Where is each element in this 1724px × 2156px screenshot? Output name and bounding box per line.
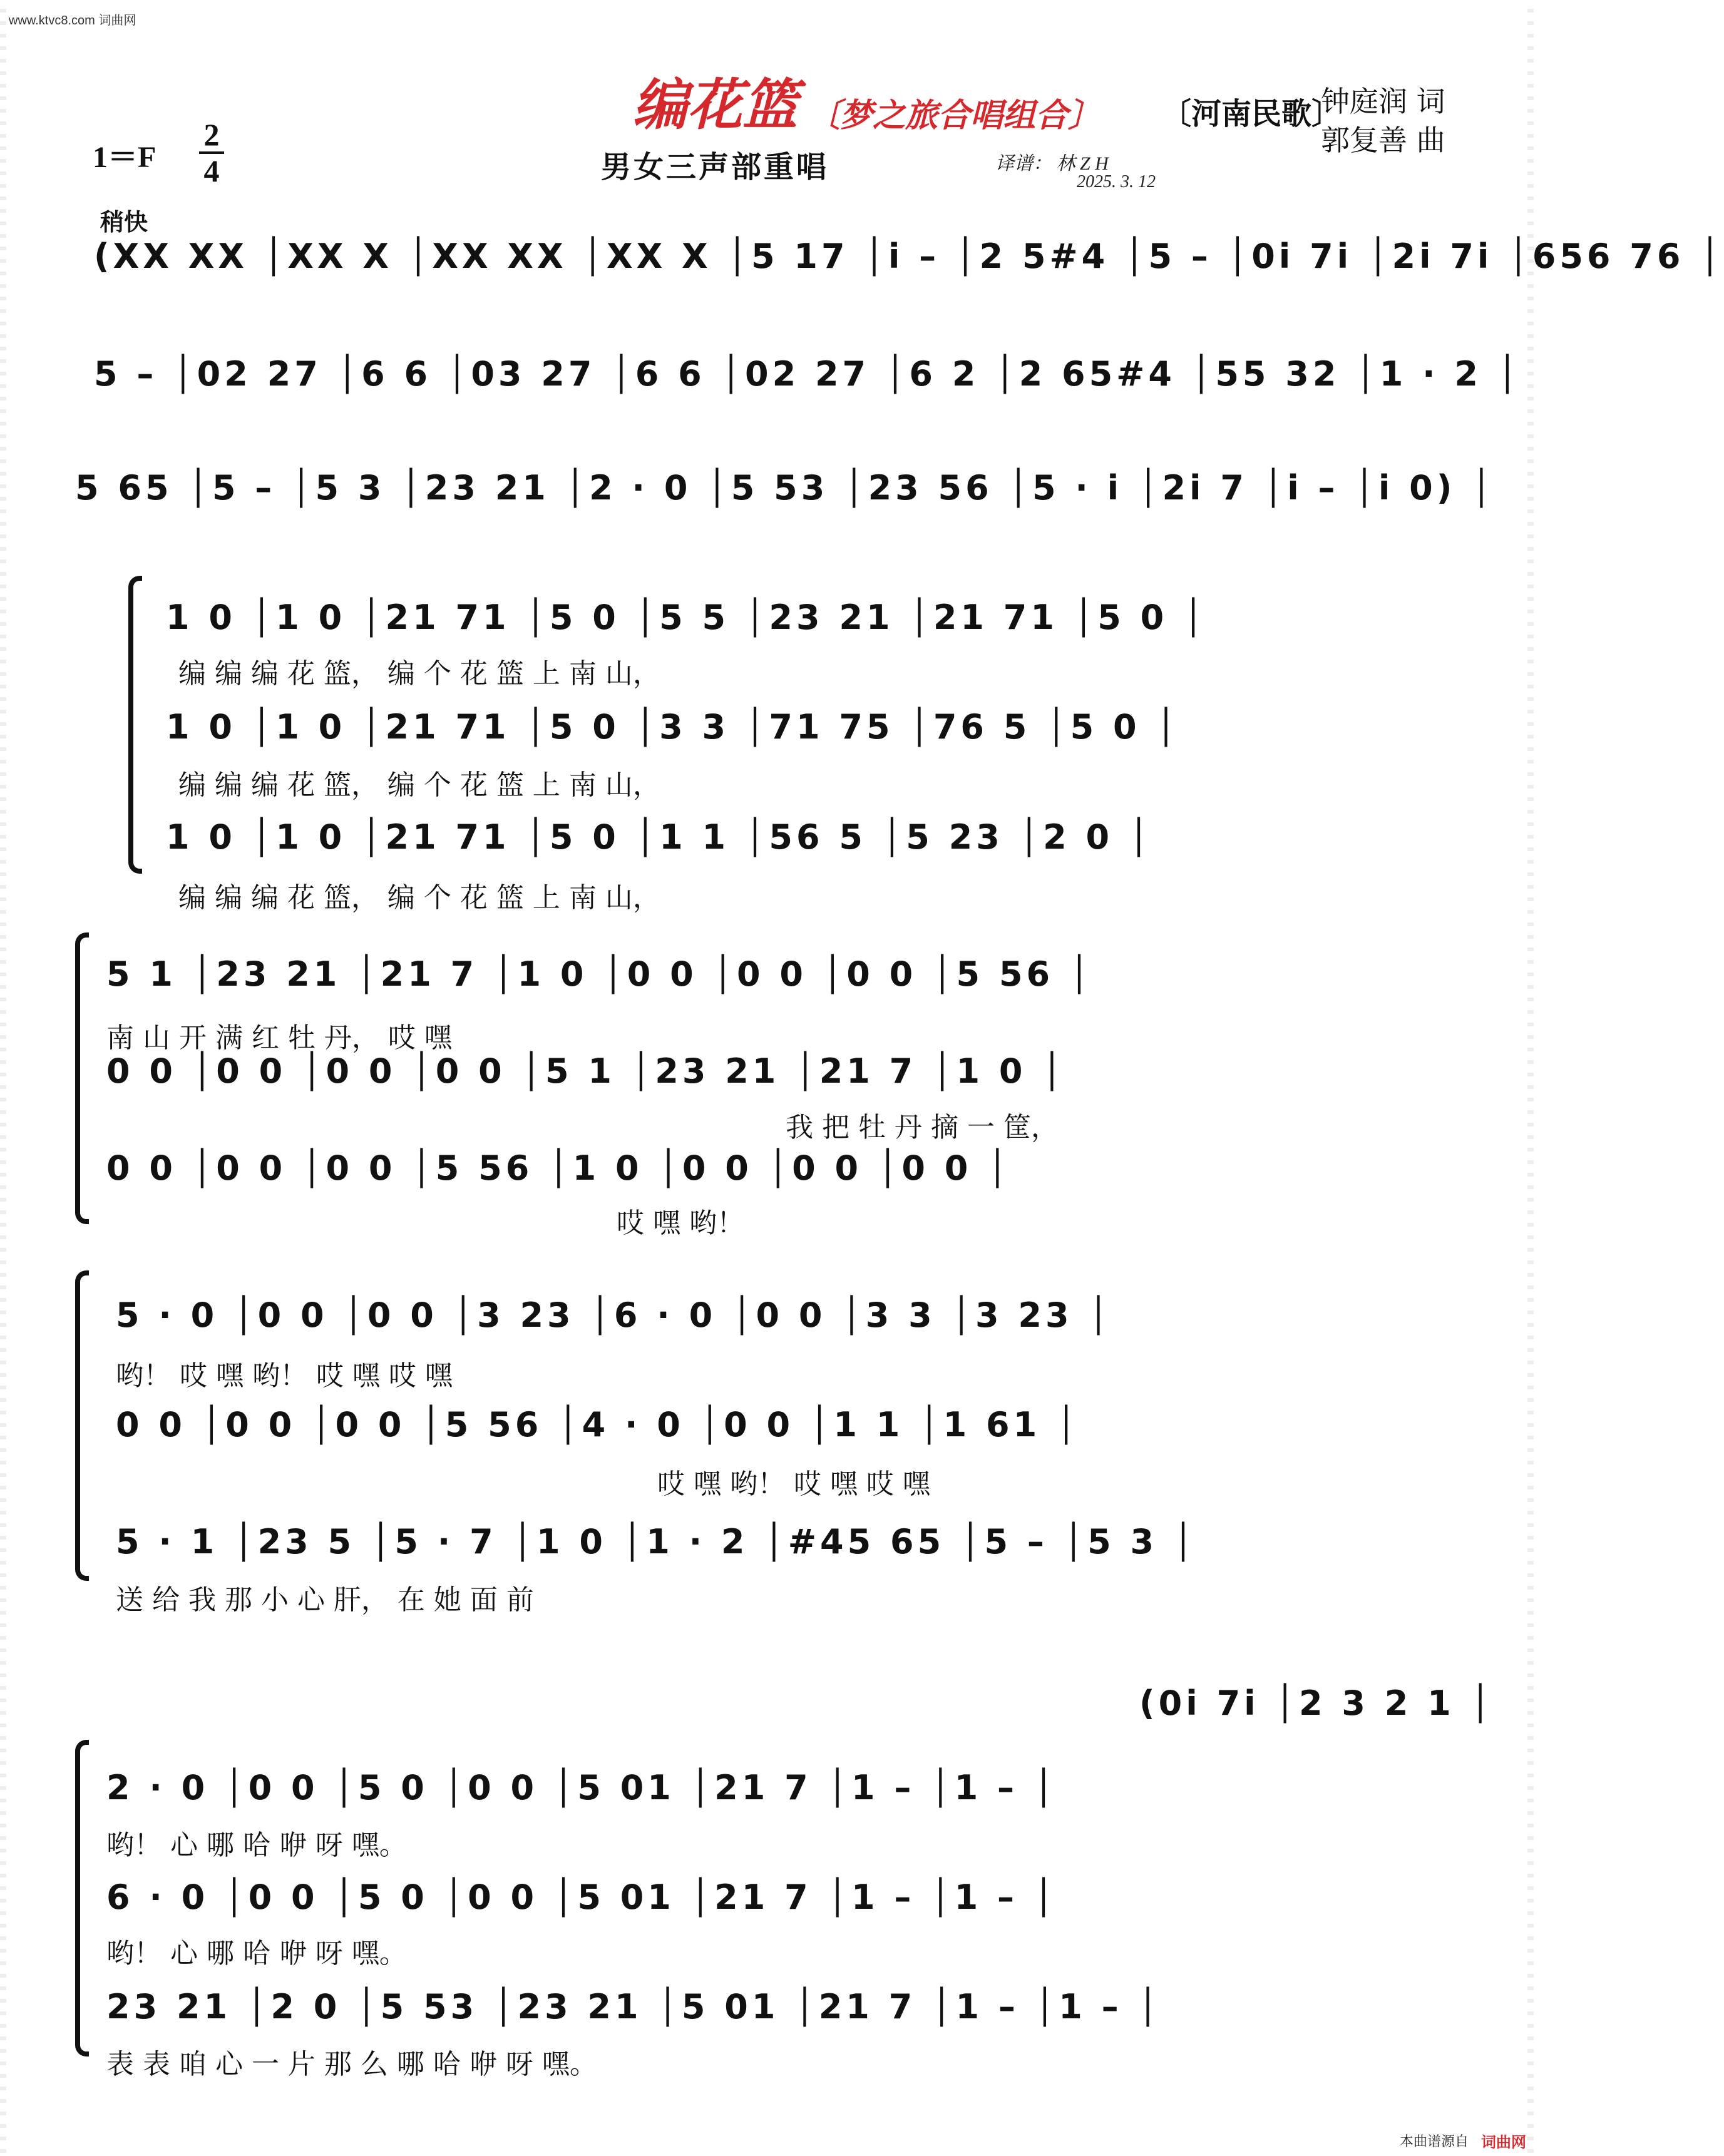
system3-voice3-notes: 5 · 1 │23 5 │5 · 7 │1 0 │1 · 2 │#45 65 │5 – │5 3 │ <box>116 1522 1198 1561</box>
system1-voice3-lyrics: 编 编 编 花 篮， 编 个 花 篮 上 南 山， <box>178 882 660 914</box>
system4-voice3-notes: 23 21 │2 0 │5 53 │23 21 │5 01 │21 7 │1 – │1 – │ <box>106 1987 1162 2026</box>
system1-voice2-lyrics: 编 编 编 花 篮， 编 个 花 篮 上 南 山， <box>178 769 660 801</box>
system-bracket <box>75 1740 89 2056</box>
choir-type: 男女三声部重唱 <box>601 150 829 185</box>
system3-voice2-notes: 0 0 │0 0 │0 0 │5 56 │4 · 0 │0 0 │1 1 │1 61 │ <box>116 1405 1080 1444</box>
system1-voice2-notes: 1 0 │1 0 │21 71 │5 0 │3 3 │71 75 │76 5 │5 0 │ <box>166 707 1180 747</box>
intro-row-3: 5 65 │5 – │5 3 │23 21 │2 · 0 │5 53 │23 56 │5 · i │2i 7 │i – │i 0) │ <box>75 468 1496 508</box>
system2-voice1-notes: 5 1 │23 21 │21 7 │1 0 │0 0 │0 0 │0 0 │5 56 │ <box>106 954 1094 994</box>
pickup-measure: (0i 7i │2 3 2 1 │ <box>1139 1683 1494 1723</box>
left-border-strip <box>0 0 6 2156</box>
system-bracket <box>75 932 89 1224</box>
system3-voice3-lyrics: 送 给 我 那 小 心 肝， 在 她 面 前 <box>116 1584 534 1616</box>
composer-credit: 郭复善 曲 <box>1321 123 1445 157</box>
system1-voice3-notes: 1 0 │1 0 │21 71 │5 0 │1 1 │56 5 │5 23 │2 0 │ <box>166 817 1153 857</box>
transcriber: 译谱： 林 Z H <box>995 153 1109 174</box>
site-url: www.ktvc8.com 词曲网 <box>9 14 136 28</box>
genre-label: 〔河南民歌〕 <box>1161 96 1342 131</box>
footer-source: 本曲谱源自 <box>1400 2134 1469 2150</box>
system3-voice1-lyrics: 哟！ 哎 嘿 哟！ 哎 嘿 哎 嘿 <box>116 1360 453 1392</box>
key-signature: 1＝F <box>93 141 156 174</box>
system4-voice1-notes: 2 · 0 │0 0 │5 0 │0 0 │5 01 │21 7 │1 – │1 – │ <box>106 1768 1058 1807</box>
intro-row-1: (XX XX │XX X │XX XX │XX X │5 17 │i – │2 5#4 │5 – │0i 7i │2i 7i │656 76 │ <box>94 237 1724 276</box>
system3-voice2-lyrics: 哎 嘿 哟！ 哎 嘿 哎 嘿 <box>657 1468 930 1500</box>
system2-voice2-notes: 0 0 │0 0 │0 0 │0 0 │5 1 │23 21 │21 7 │1 0 │ <box>106 1051 1066 1091</box>
system3-voice1-notes: 5 · 0 │0 0 │0 0 │3 23 │6 · 0 │0 0 │3 3 │3 23 │ <box>116 1295 1112 1335</box>
footer-brand[interactable]: 词曲网 <box>1481 2133 1526 2151</box>
system2-voice3-notes: 0 0 │0 0 │0 0 │5 56 │1 0 │0 0 │0 0 │0 0 │ <box>106 1148 1012 1188</box>
time-signature-bottom: 4 <box>203 153 220 188</box>
time-signature-top: 2 <box>203 117 220 152</box>
song-title: 编花篮 <box>632 73 798 137</box>
transcription-date: 2025. 3. 12 <box>1077 172 1156 192</box>
intro-row-2: 5 – │02 27 │6 6 │03 27 │6 6 │02 27 │6 2 │2 65#4 │55 32 │1 · 2 │ <box>94 354 1522 394</box>
system1-voice1-notes: 1 0 │1 0 │21 71 │5 0 │5 5 │23 21 │21 71 │5 0 │ <box>166 598 1208 637</box>
system4-voice3-lyrics: 表 表 咱 心 一 片 那 么 哪 哈 咿 呀 嘿。 <box>106 2048 597 2080</box>
performer-subtitle: 〔梦之旅合唱组合〕 <box>808 97 1101 135</box>
time-signature <box>199 119 224 186</box>
system-bracket <box>128 576 142 874</box>
system2-voice2-lyrics: 我 把 牡 丹 摘 一 筐， <box>786 1111 1059 1143</box>
system1-voice1-lyrics: 编 编 编 花 篮， 编 个 花 篮 上 南 山， <box>178 658 660 690</box>
tempo-marking: 稍快 <box>100 208 148 236</box>
system4-voice2-notes: 6 · 0 │0 0 │5 0 │0 0 │5 01 │21 7 │1 – │1 – │ <box>106 1878 1058 1917</box>
system2-voice3-lyrics: 哎 嘿 哟！ <box>617 1207 744 1239</box>
system2-voice1-lyrics: 南 山 开 满 红 牡 丹， 哎 嘿 <box>106 1022 452 1054</box>
system-bracket <box>75 1270 89 1581</box>
lyricist-credit: 钟庭润 词 <box>1321 84 1445 118</box>
system4-voice1-lyrics: 哟！ 心 哪 哈 咿 呀 嘿。 <box>106 1829 407 1861</box>
system4-voice2-lyrics: 哟！ 心 哪 哈 咿 呀 嘿。 <box>106 1938 407 1970</box>
right-border-strip <box>1527 0 1534 2156</box>
